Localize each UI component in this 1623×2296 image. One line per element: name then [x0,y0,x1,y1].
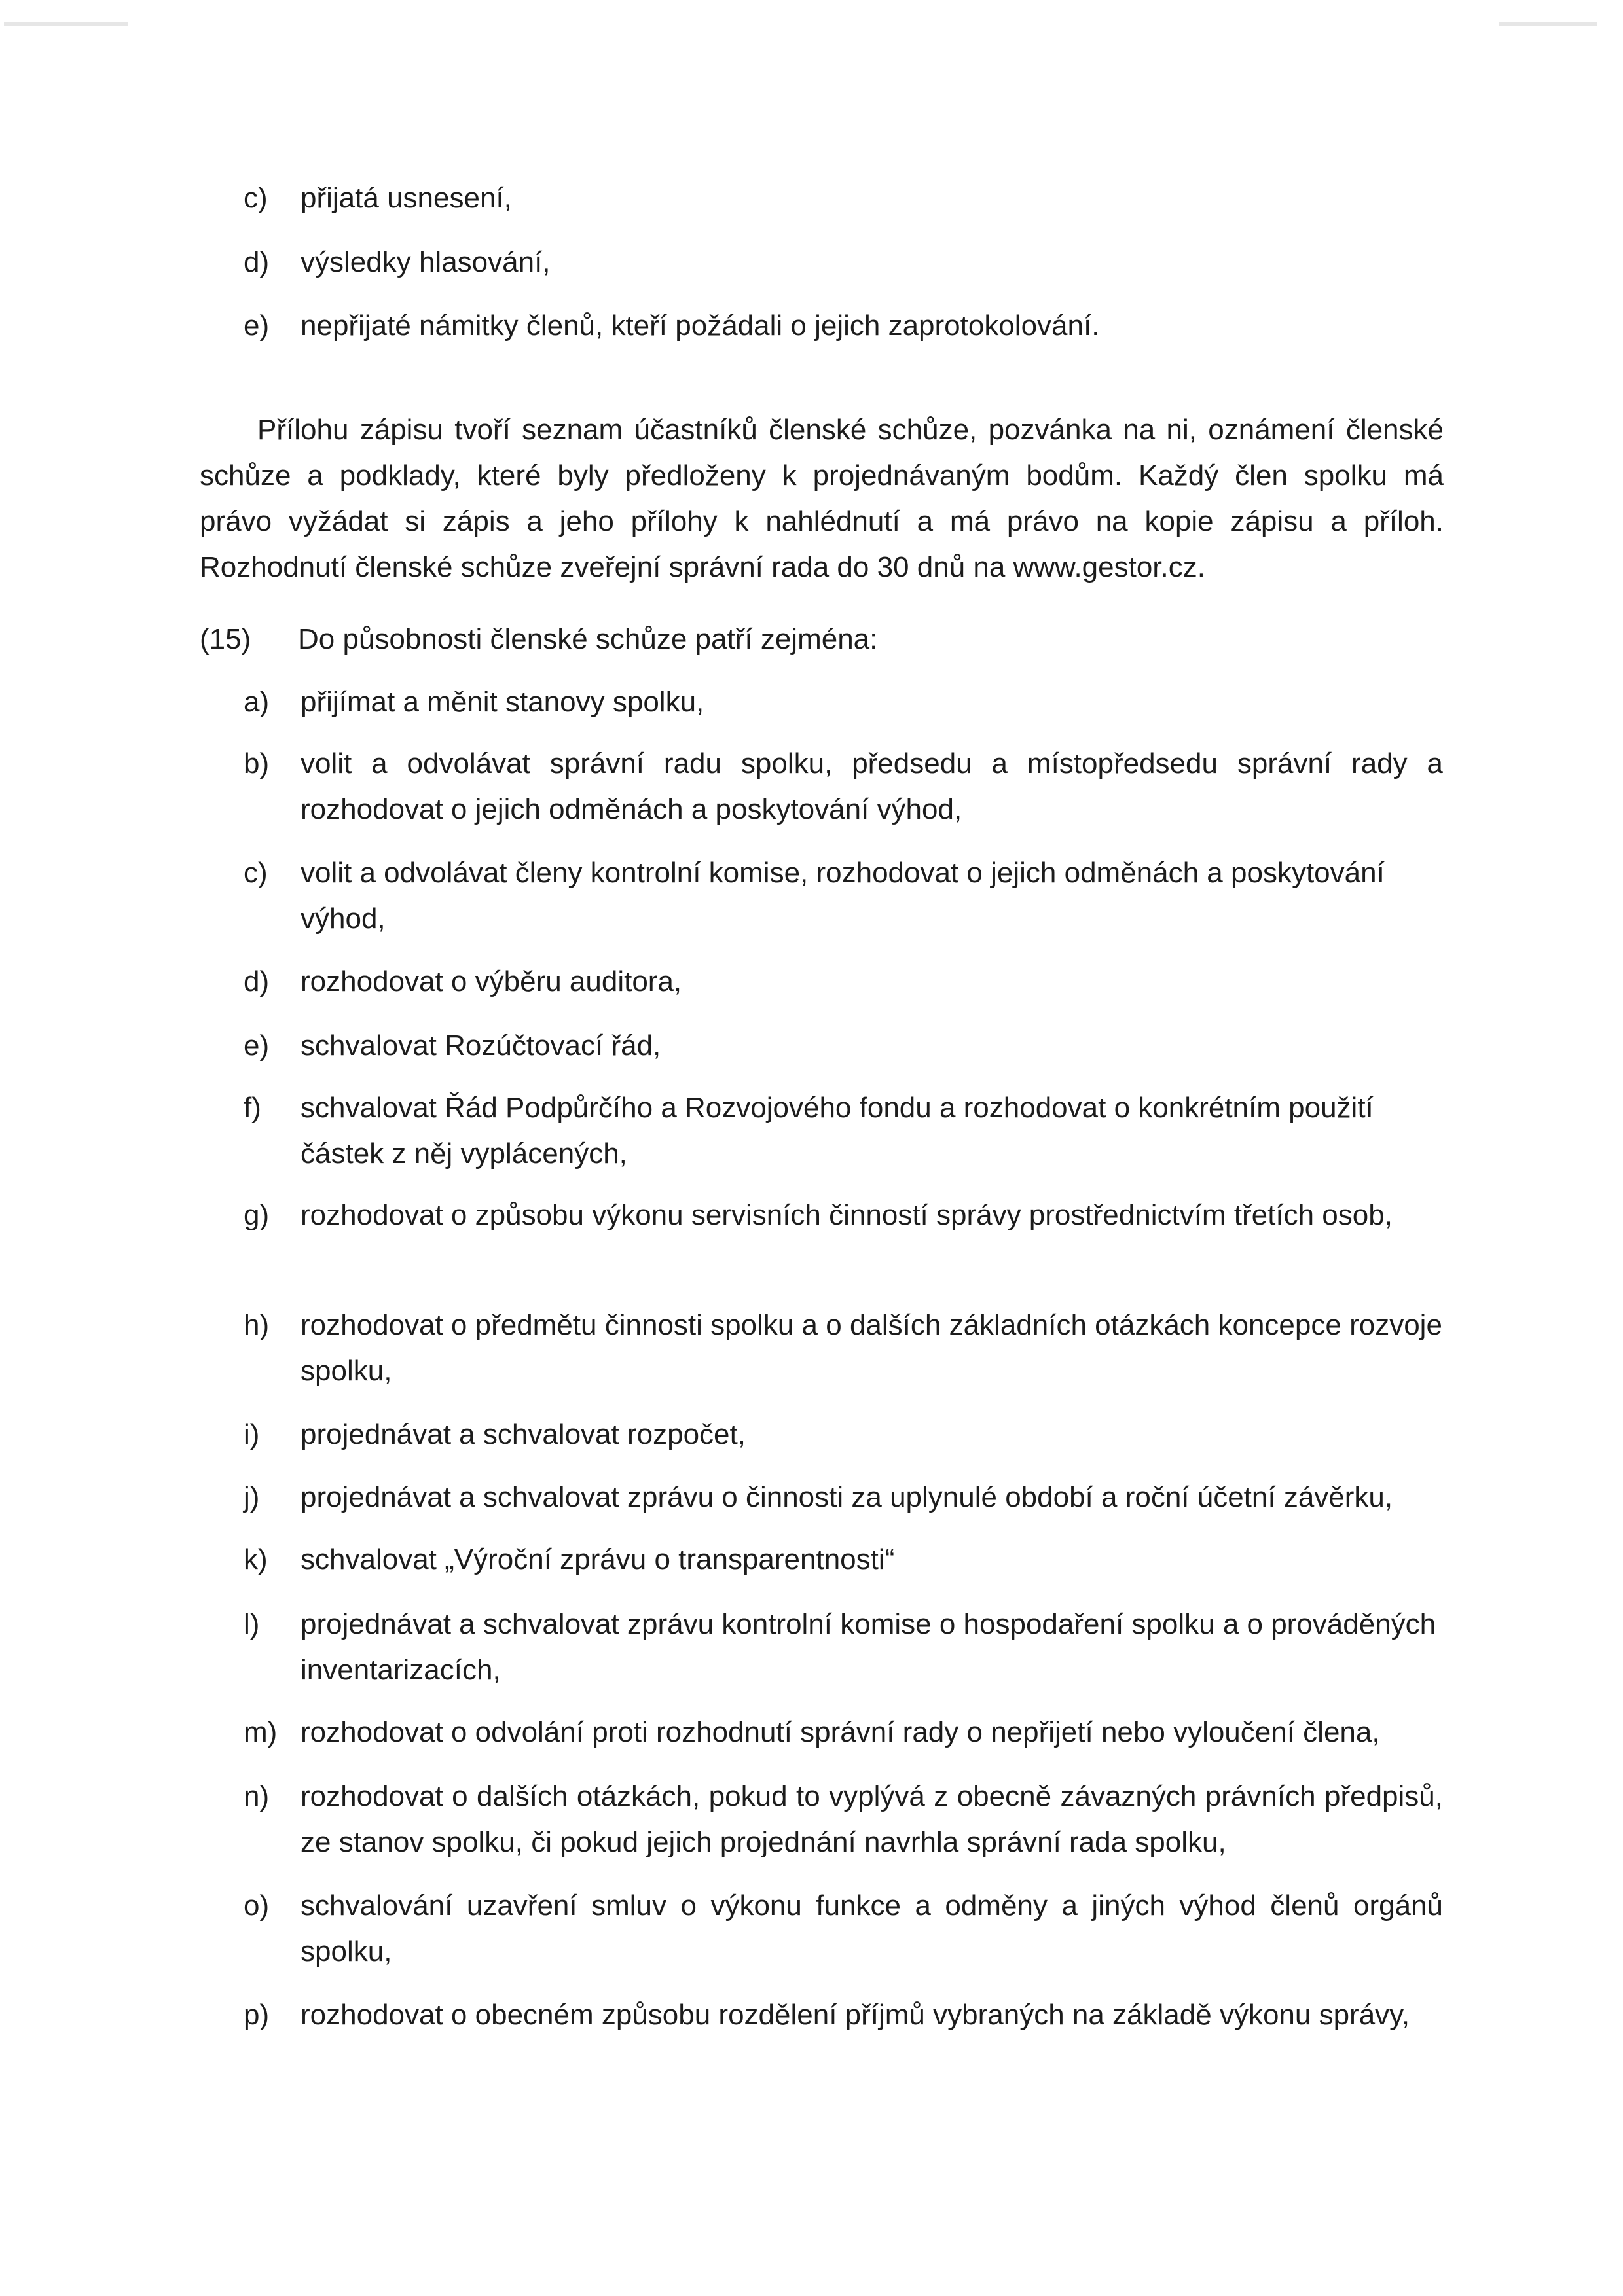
paragraph-line: schůze a podklady, které byly předloženy k projednávaným bodům. Každý člen spolku má [200,459,1444,492]
list-marker: j) [244,1481,260,1513]
list-marker: h) [244,1309,270,1341]
list-marker: b) [244,747,270,780]
list-item-text: volit a odvolávat správní radu spolku, předsedu a místopředsedu správní rady a rozhodovat o jejich odměnách a poskytování výhod, [301,747,1443,825]
list-item-text: výsledky hlasování, [301,246,551,278]
list-marker: d) [244,965,270,997]
intro-item-e [244,303,1455,349]
list-item-text: rozhodovat o obecném způsobu rozdělení příjmů vybraných na základě výkonu správy, [301,1999,1410,2031]
scan-artifact-left [4,22,128,26]
list-item-text: rozhodovat o výběru auditora, [301,965,682,997]
list-item-text: rozhodovat o způsobu výkonu servisních činností správy prostřednictvím třetích osob, [301,1199,1393,1231]
list-item-text: schvalovat „Výroční zprávu o transparentnosti“ [301,1543,895,1575]
list-marker: i) [244,1418,260,1450]
list-item-text: projednávat a schvalovat rozpočet, [301,1418,746,1450]
section-title: Do působnosti členské schůze patří zejména: [298,623,878,655]
list-marker: e) [244,1030,270,1062]
list-item-text: rozhodovat o dalších otázkách, pokud to vyplývá z obecně závazných právních předpisů, ze stanov spolku, či pokud jejich projednání navrhla správní rada spolku, [301,1780,1443,1858]
list-marker: f) [244,1092,261,1124]
list-item-text: schvalovat Rozúčtovací řád, [301,1030,661,1062]
paragraph-line: Přílohu zápisu tvoří seznam účastníků členské schůze, pozvánka na ni, oznámení členské [257,414,1444,446]
list-item-text: schvalování uzavření smluv o výkonu funkce a odměny a jiných výhod členů orgánů spolku, [301,1890,1443,1967]
list-item-text: rozhodovat o odvolání proti rozhodnutí správní rady o nepřijetí nebo vyloučení člena, [301,1716,1380,1748]
list-item-text: nepřijaté námitky členů, kteří požádali o jejich zaprotokolování. [301,310,1100,342]
list-item-text: projednávat a schvalovat zprávu o činnosti za uplynulé období a roční účetní závěrku, [301,1481,1393,1513]
list-marker: e) [244,310,270,342]
intro-item-d [244,240,1455,285]
intro-item-c [244,175,1455,221]
list-marker: k) [244,1543,268,1575]
list-marker: g) [244,1199,270,1231]
list-marker: o) [244,1890,270,1922]
list-marker: a) [244,686,270,718]
scan-artifact-right [1499,22,1597,26]
list-item-text: rozhodovat o předmětu činnosti spolku a o dalších základních otázkách koncepce rozvoje spolku, [301,1309,1442,1387]
list-marker: m) [244,1716,278,1748]
list-item-text: volit a odvolávat členy kontrolní komise, rozhodovat o jejich odměnách a poskytování výhod, [301,857,1385,935]
section-number: (15) [200,623,251,655]
list-item-text: přijatá usnesení, [301,182,512,214]
list-marker: c) [244,857,268,889]
list-marker: d) [244,246,270,278]
list-item-text: přijímat a měnit stanovy spolku, [301,686,704,718]
section-heading [200,617,1444,662]
paragraph-line: právo vyžádat si zápis a jeho přílohy k nahlédnutí a má právo na kopie zápisu a příloh. [200,505,1444,537]
list-marker: l) [244,1608,260,1640]
list-marker: n) [244,1780,270,1812]
paragraph-line: Rozhodnutí členské schůze zveřejní správní rada do 30 dnů na www.gestor.cz. [200,551,1205,583]
list-item-text: projednávat a schvalovat zprávu kontrolní komise o hospodaření spolku a o prováděných inventarizacích, [301,1608,1436,1686]
annex-paragraph [200,407,1444,590]
list-item-text: schvalovat Řád Podpůrčího a Rozvojového fondu a rozhodovat o konkrétním použití částek z něj vyplácených, [301,1092,1374,1170]
list-marker: p) [244,1999,270,2031]
list-marker: c) [244,182,268,214]
